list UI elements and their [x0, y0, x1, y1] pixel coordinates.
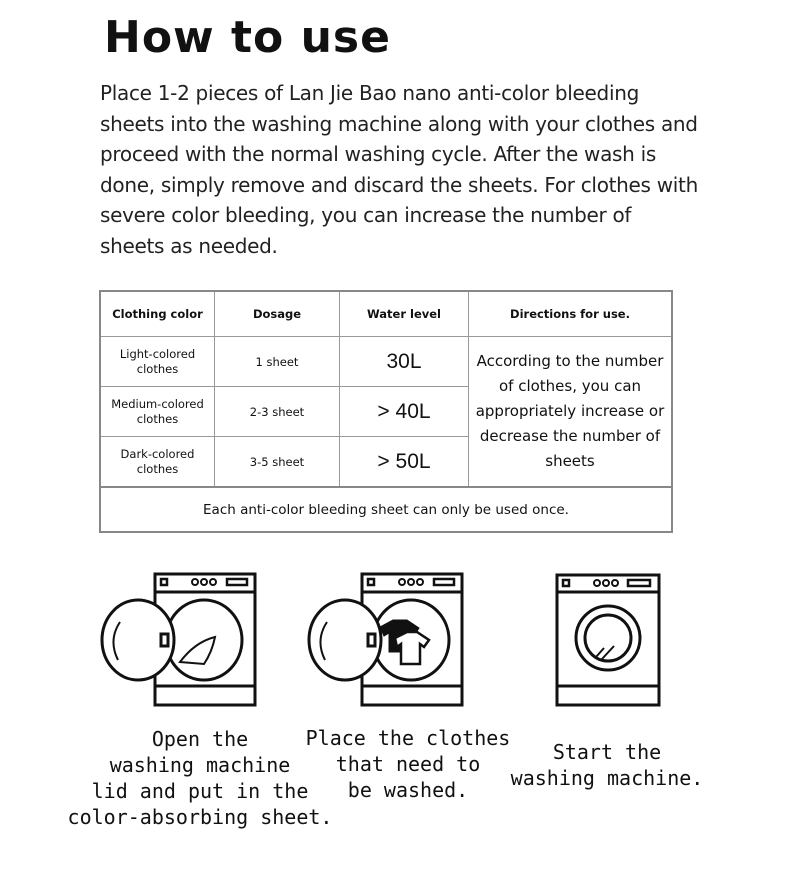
- washing-machine-open-clothes-icon: [307, 572, 467, 708]
- table-header-row: [100, 291, 672, 337]
- header-clothing-color: Clothing color: [100, 291, 215, 337]
- step-2-caption: Place the clothes that need to be washed.: [305, 726, 511, 802]
- directions-cell: According to the number of clothes, you can appropriately increase or decrease the number of sheets: [469, 337, 673, 488]
- table-row: [100, 337, 672, 387]
- header-water-level: Water level: [340, 291, 469, 337]
- intro-paragraph: Place 1-2 pieces of Lan Jie Bao nano anti-color bleeding sheets into the washing machine along with your clothes and proceed with the normal washing cycle. After the wash is done, simply remove and discard the sheets. For clothes with severe color bleeding, you can increase the number of sheets as needed.: [100, 81, 698, 258]
- header-dosage: Dosage: [215, 291, 340, 337]
- dosage-cell: 3-5 sheet: [215, 437, 340, 488]
- washing-machine-closed-icon: [500, 572, 665, 708]
- step-1-caption: Open the washing machine lid and put in the color-absorbing sheet.: [67, 727, 333, 829]
- table-footer-row: [100, 487, 672, 532]
- water-level-cell: > 50L: [340, 437, 469, 488]
- page-title: How to use: [104, 12, 391, 63]
- clothing-color-cell: Light-colored clothes: [100, 337, 215, 387]
- clothing-color-cell: Medium-colored clothes: [100, 387, 215, 437]
- water-level-cell: 30L: [340, 337, 469, 387]
- dosage-cell: 1 sheet: [215, 337, 340, 387]
- usage-table: [99, 290, 673, 533]
- clothing-color-cell: Dark-colored clothes: [100, 437, 215, 488]
- footer-note: Each anti-color bleeding sheet can only be used once.: [100, 487, 672, 532]
- washing-machine-open-sheet-icon: [100, 572, 260, 708]
- water-level-cell: > 40L: [340, 387, 469, 437]
- header-directions: Directions for use.: [469, 291, 673, 337]
- dosage-cell: 2-3 sheet: [215, 387, 340, 437]
- step-3-caption: Start the washing machine.: [510, 740, 704, 790]
